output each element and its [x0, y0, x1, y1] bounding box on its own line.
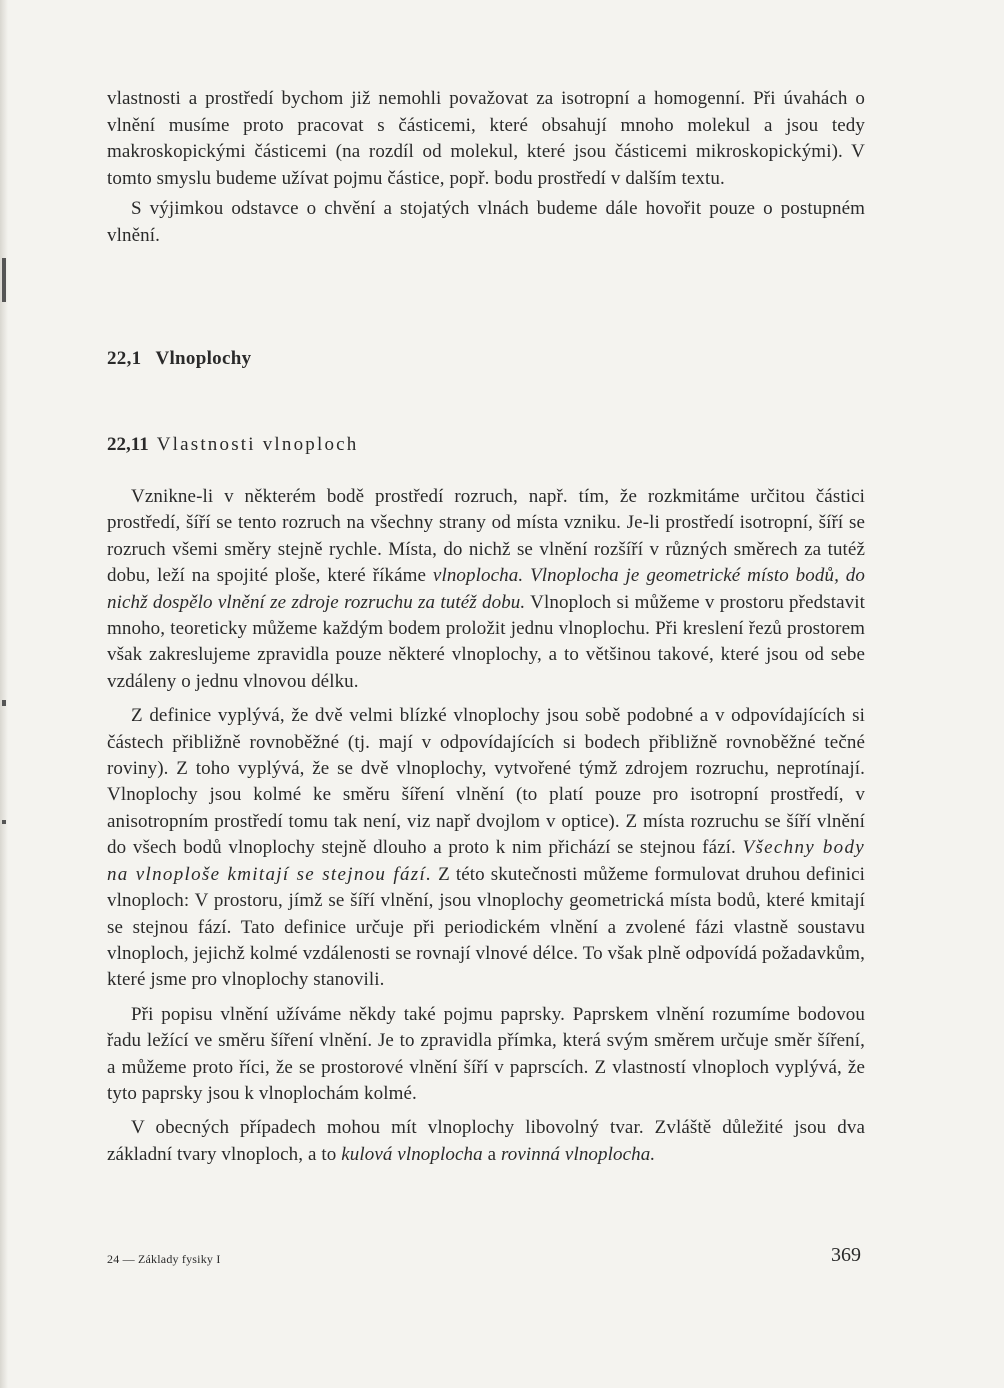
body-paragraph-3: Při popisu vlnění užíváme někdy také pojmu paprsky. Paprskem vlnění rozumíme bodovou řadu ležící ve směru šíření vlnění. Je to zpravidla přímka, která svým směrem určuje směr šíření, a můžeme proto říci, že se prostorové vlnění šíří v paprscích. Z vlastností vlnoploch vyplývá, že tyto paprsky jsou k vlnoplochám kolmé. [107, 1003, 865, 1104]
definition-italic: Vlnoplocha je geometrické místo bodů, do nichž dospělo vlnění ze zdroje rozruchu za tutéž dobu. [107, 565, 865, 613]
subsection-number: 22,11 [107, 434, 149, 455]
intro-paragraph-1: vlastnosti a prostředí bychom již nemohli považovat za isotropní a homogenní. Při úvahách o vlnění musíme proto pracovat s částicemi, které obsahují mnoho molekul a jsou tedy makroskopickými částicemi (na rozdíl od molekul, které jsou částicemi mikroskopickými). V tomto smyslu budeme užívat pojmu částice, popř. bodu prostředí v dalším textu. [107, 88, 865, 189]
section-heading [107, 348, 251, 370]
term-vlnoplocha: vlnoplocha. [432, 565, 524, 587]
body-paragraph-4 [107, 1115, 865, 1168]
footer-signature: 24 — Základy fysiky I [107, 1252, 221, 1266]
body-paragraph-1 [107, 484, 865, 695]
page-binding-edge [0, 0, 8, 1388]
statement-italic: Všechny body na vlnoploše kmitají se stejnou fází. [107, 837, 865, 885]
intro-paragraph-2: S výjimkou odstavce o chvění a stojatých vlnách budeme dále hovořit pouze o postupném vlnění. [107, 198, 865, 246]
subsection-title: Vlastnosti vlnoploch [156, 434, 359, 455]
body-text [107, 484, 865, 1168]
text-run: Z definice vyplývá, že dvě velmi blízké vlnoplochy jsou sobě podobné a v odpovídajících si částech přibližně rovnoběžné (tj. mají v odpovídajících si bodech přibližně rovnoběžné tečné roviny). Z toho vyplývá, že se dvě vlnoplochy, vytvořené týmž zdrojem rozruchu, neprotínají. Vlnoplochy jsou kolmé ke směru šíření vlnění (to platí pouze pro isotropní prostředí, v anisotropním prostředí tomu tak není, viz např dvojlom v optice). Z místa rozruchu se šíří vlnění do všech bodů vlnoplochy stejně dlouho a proto k nim přichází se stejnou fází. [107, 705, 865, 859]
body-paragraph-2 [107, 703, 865, 993]
text-run: V obecných případech mohou mít vlnoplochy libovolný tvar. Zvláště důležité jsou dva základní tvary vlnoploch, a to [107, 1117, 865, 1165]
page-number: 369 [831, 1244, 861, 1266]
text-run: Vznikne-li v některém bodě prostředí rozruch, např. tím, že rozkmitáme určitou částici prostředí, šíří se tento rozruch na všechny strany od místa vzniku. Je-li prostředí isotropní, šíří se rozruch všemi směry stejně rychle. Místa, do nichž se vlnění rozšíří v různých směrech za tutéž dobu, leží na spojité ploše, které říkáme [107, 486, 865, 587]
subsection-heading [107, 434, 359, 456]
section-number: 22,1 [107, 348, 142, 369]
text-run: a [482, 1143, 501, 1165]
text-run: Vlnoploch si můžeme v prostoru představit mnoho, teoreticky můžeme každým bodem proložit jednu vlnoplochu. Při kreslení řezů prostorem však zakreslujeme zpravidla pouze některé vlnoplochy, a to většinou takové, které jsou od sebe vzdáleny o jednu vlnovou délku. [107, 591, 865, 692]
text-run: Z této skutečnosti můžeme formulovat druhou definici vlnoploch: V prostoru, jímž se šíří vlnění, jsou vlnoplochy geometrická místa bodů, které kmitají se stejnou fází. Tato definice určuje při periodickém vlnění a zvolené fázi vlastně soustavu vlnoploch, jejichž kolmé vzdálenosti se rovnají vlnové délce. To však plně odpovídá požadavkům, které jsme pro vlnoplochy stanovili. [107, 863, 865, 991]
section-title: Vlnoplochy [155, 348, 252, 369]
term-rovinna-vlnoplocha: rovinná vlnoplocha. [500, 1143, 656, 1165]
intro-text [107, 86, 865, 249]
term-kulova-vlnoplocha: kulová vlnoplocha [341, 1143, 483, 1165]
